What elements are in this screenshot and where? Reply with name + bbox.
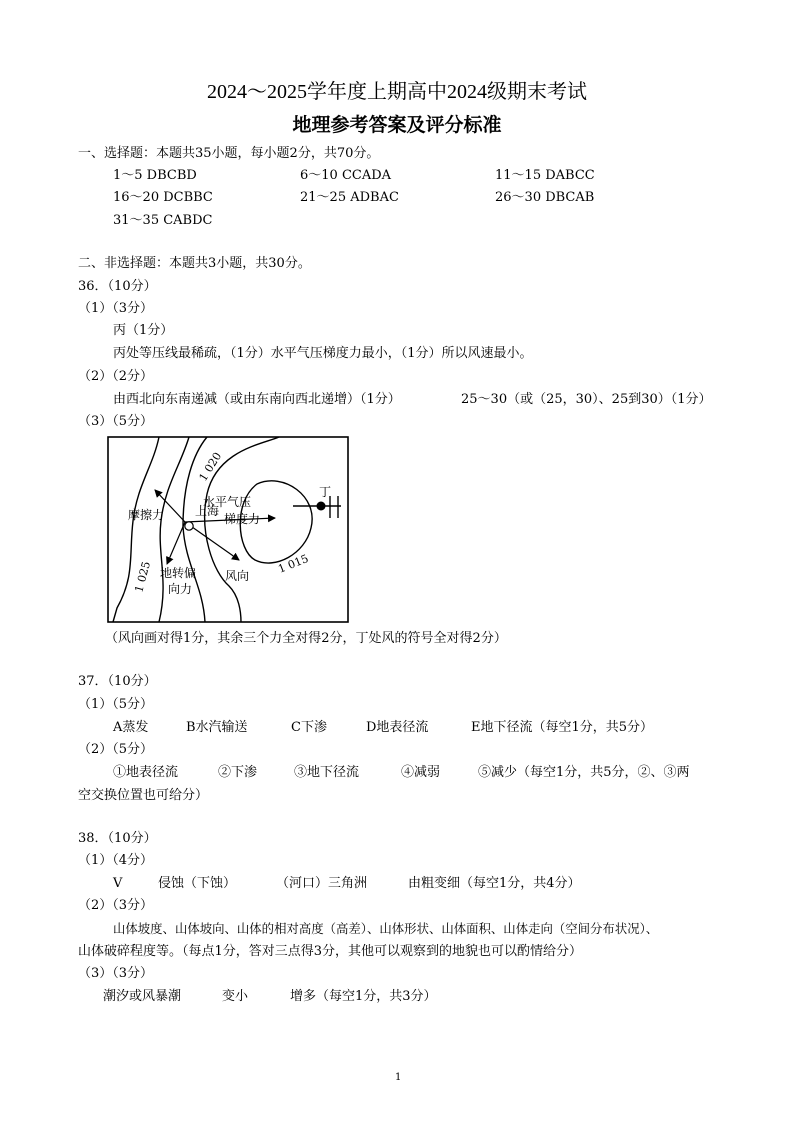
q36-part3-note: （风向画对得1分，其余三个力全对得2分，丁处风的符号全对得2分） [105,631,507,646]
city-label-shanghai: 上海 [195,504,220,518]
answer-group: 26～30 DBCAB [495,190,595,205]
q37-part1-item: D地表径流 [366,720,429,735]
q38-part2-line: 山体破碎程度等。（每点1分，答对三点得3分，其他可以观察到的地貌也可以酌情给分） [78,944,583,959]
q38-part1-item: （河口）三角洲 [276,876,368,891]
q38-part2-label: （2）（3分） [78,898,154,913]
page-subtitle: 地理参考答案及评分标准 [292,114,502,136]
q38-part1-item: 侵蚀（下蚀） [158,876,237,891]
q37-part2-item: ②下渗 [218,765,258,780]
q37-number: 37．（10分） [78,674,157,689]
pressure-gradient-label: 梯度力 [224,512,261,526]
q37-part1-item: C下渗 [291,720,327,735]
q36-part2-answer-a: 由西北向东南递减（或由东南向西北递增）（1分） [113,392,401,407]
q37-part2-label: （2）（5分） [78,742,154,757]
answer-group: 1～5 DBCBD [113,168,197,183]
q38-part3-item: 潮汐或风暴潮 [103,989,182,1004]
ding-station-point [317,502,326,511]
q38-part3-label: （3）（3分） [78,966,154,981]
page-title: 2024～2025学年度上期高中2024级期末考试 [207,81,587,103]
q36-number: 36．（10分） [78,279,157,294]
page-number: 1 [395,1072,402,1083]
q38-part2-line: 山体坡度、山体坡向、山体的相对高度（高差）、山体形状、山体面积、山体走向（空间分布状况）、 [113,921,659,936]
q36-part1-reason: 丙处等压线最稀疏，（1分）水平气压梯度力最小，（1分）所以风速最小。 [113,346,533,361]
isobar-label-1025: 1 025 [132,559,154,594]
isobar-diagram [107,436,349,623]
q37-part2-item: ④减弱 [401,765,441,780]
ding-label: 丁 [319,485,332,499]
q37-part1-label: （1）（5分） [78,697,154,712]
shanghai-point [185,522,193,530]
q36-part1-label: （1）（3分） [78,301,154,316]
q38-part3-item: 变小 [222,989,249,1004]
answer-group: 6～10 CCADA [300,168,392,183]
q36-part1-answer: 丙（1分） [113,323,174,338]
q37-part2-item: ⑤减少（每空1分，共5分，②、③两 [478,765,690,780]
answer-group: 16～20 DCBBC [113,190,213,205]
q36-part2-label: （2）（2分） [78,369,154,384]
answer-group: 21～25 ADBAC [300,190,399,205]
q38-number: 38．（10分） [78,831,157,846]
q37-part2-cont: 空交换位置也可给分） [78,788,209,803]
answer-group: 31～35 CABDC [113,213,213,228]
q38-part1-item: V [113,876,123,891]
q37-part1-item: B水汽输送 [186,720,248,735]
q38-part3-item: 增多（每空1分，共3分） [290,989,437,1004]
q36-part3-label: （3）（5分） [78,414,154,429]
q36-part2-answer-b: 25～30（或（25，30）、25到30）（1分） [461,392,712,407]
wind-direction-label: 风向 [225,569,250,583]
coriolis-label: 地转偏 [160,566,197,580]
q37-part1-item: A蒸发 [113,720,149,735]
coriolis-label: 向力 [168,582,193,596]
isobar-label-1020: 1 020 [196,449,225,484]
q38-part1-item: 由粗变细（每空1分，共4分） [408,876,581,891]
q37-part2-item: ③地下径流 [294,765,360,780]
pressure-gradient-label: 水平气压 [203,495,252,509]
q38-part1-label: （1）（4分） [78,853,154,868]
answer-group: 11～15 DABCC [495,168,595,183]
isobar-label-1015: 1 015 [276,551,311,576]
section-1-heading: 一、选择题：本题共35小题，每小题2分，共70分。 [78,146,380,161]
q37-part1-item: E地下径流（每空1分，共5分） [471,720,654,735]
section-2-heading: 二、非选择题：本题共3小题，共30分。 [78,256,311,271]
friction-label: 摩擦力 [128,508,165,522]
q37-part2-item: ①地表径流 [113,765,179,780]
